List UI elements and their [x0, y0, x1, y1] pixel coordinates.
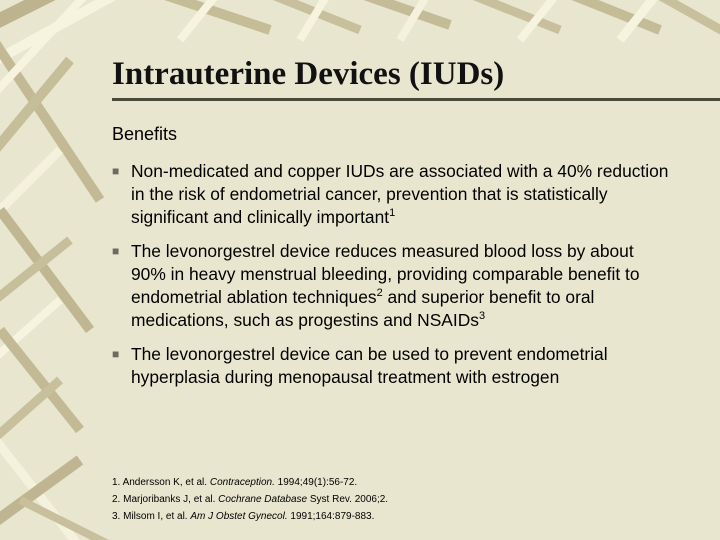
reference-details: 1994;49(1):56-72. — [274, 477, 358, 488]
citation-marker: 3 — [478, 310, 486, 323]
reference-authors: 1. Andersson K, et al. — [112, 477, 210, 488]
bullet-list — [112, 160, 672, 400]
bullet-item — [112, 343, 672, 389]
citation-marker: 2 — [376, 287, 383, 300]
references — [112, 474, 672, 525]
reference-item — [112, 491, 672, 508]
citation-marker: 1 — [389, 207, 396, 220]
bullet-text-continued: and superior benefit to oral medications, such as progestins and NSAIDs — [131, 287, 595, 330]
bullet-text: The levonorgestrel device can be used to prevent endometrial hyperplasia during menopausal treatment with estrogen — [131, 344, 608, 387]
title-rule — [112, 98, 720, 101]
square-bullet-icon: ■ — [112, 164, 120, 178]
square-bullet-icon: ■ — [112, 244, 120, 258]
reference-authors: 3. Milsom I, et al. — [112, 511, 191, 522]
bullet-text: Non-medicated and copper IUDs are associated with a 40% reduction in the risk of endometrial cancer, prevention that is statistically significant and clinically important — [131, 161, 669, 227]
reference-details: Syst Rev. 2006;2. — [307, 494, 389, 505]
reference-details: 1991;164:879-883. — [287, 511, 375, 522]
bullet-item — [112, 160, 672, 229]
square-bullet-icon: ■ — [112, 347, 120, 361]
bullet-item — [112, 240, 672, 332]
reference-item — [112, 474, 672, 491]
reference-item — [112, 508, 672, 525]
reference-journal: Cochrane Database — [218, 494, 308, 505]
bullet-text: The levonorgestrel device reduces measured blood loss by about 90% in heavy menstrual bleeding, providing comparable benefit to endometrial ablation techniques — [131, 241, 640, 307]
reference-journal: Contraception. — [209, 477, 275, 488]
slide-title: Intrauterine Devices (IUDs) — [112, 56, 505, 92]
section-heading: Benefits — [112, 124, 178, 144]
reference-authors: 2. Marjoribanks J, et al. — [112, 494, 219, 505]
reference-journal: Am J Obstet Gynecol. — [190, 511, 288, 522]
